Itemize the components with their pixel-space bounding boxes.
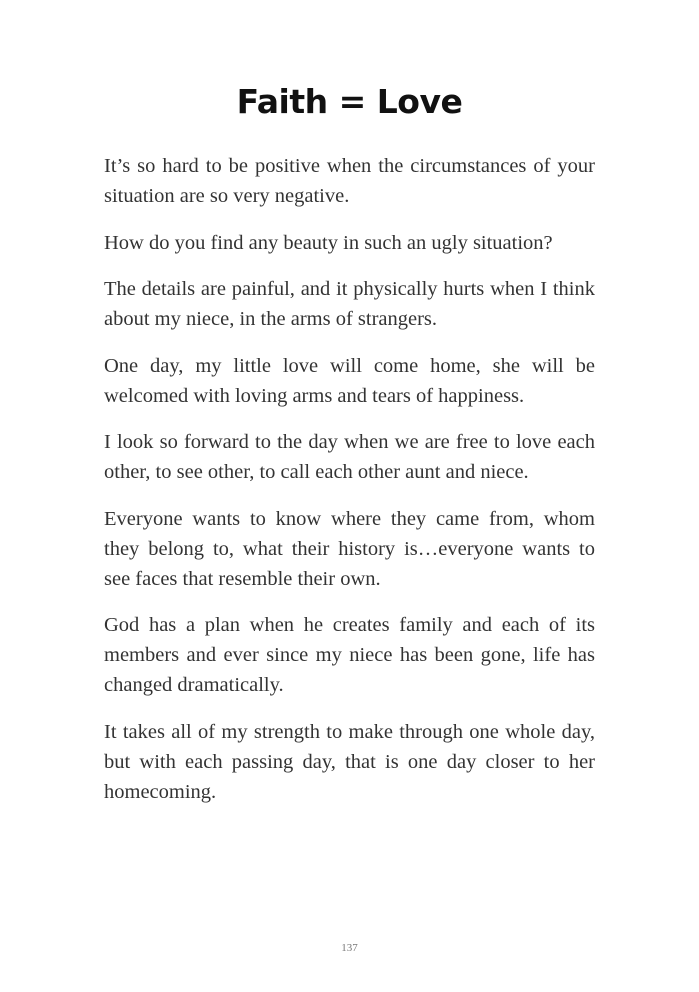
page-title: Faith = Love	[236, 82, 463, 121]
paragraph-5: I look so forward to the day when we are free to love each other, to see other, to call each other aunt and niece.	[104, 431, 595, 483]
paragraph-8: It takes all of my strength to make through one whole day, but with each passing day, that is one day closer to her homecoming.	[104, 720, 595, 803]
body-text	[104, 151, 595, 823]
paragraph-2: How do you find any beauty in such an ugly situation?	[104, 231, 553, 254]
paragraph-6: Everyone wants to know where they came from, whom they belong to, what their history is…everyone wants to see faces that resemble their own.	[104, 507, 595, 590]
paragraph-3: The details are painful, and it physically hurts when I think about my niece, in the arms of strangers.	[104, 278, 595, 330]
paragraph-4: One day, my little love will come home, she will be welcomed with loving arms and tears of happiness.	[104, 354, 595, 407]
paragraph-1: It’s so hard to be positive when the circumstances of your situation are so very negative.	[104, 155, 595, 207]
paragraph-7: God has a plan when he creates family and each of its members and ever since my niece has been gone, life has changed dramatically.	[104, 614, 595, 696]
page-number: 137	[341, 942, 358, 954]
